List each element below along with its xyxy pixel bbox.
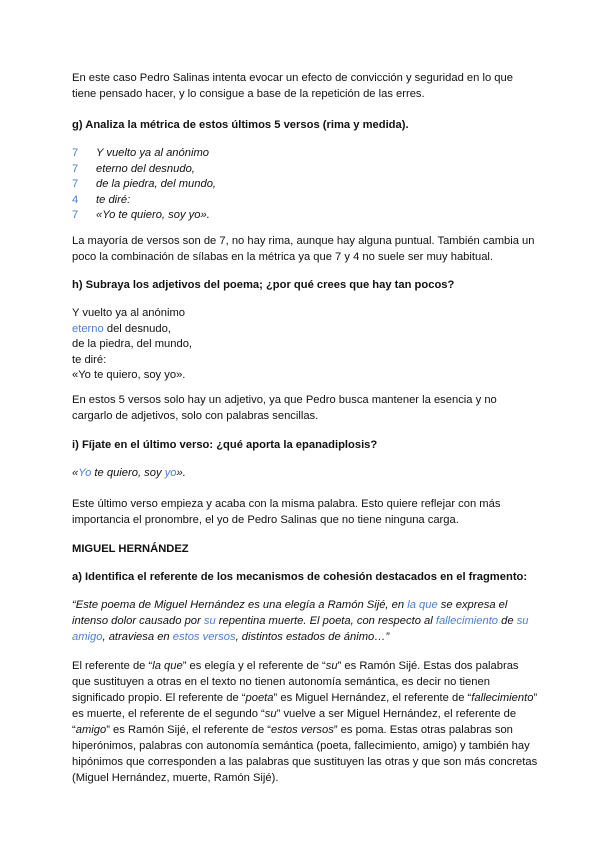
verse-text: Y vuelto ya al anónimo bbox=[96, 147, 209, 159]
verse-text: te diré: bbox=[96, 193, 131, 206]
verse-text: de la piedra, del mundo, bbox=[96, 178, 217, 190]
question-i: i) Fíjate en el último verso: ¿qué aporta la epanadiplosis? bbox=[72, 439, 378, 451]
answer-term: estos versos bbox=[271, 724, 334, 736]
verse-text: eterno del desnudo, bbox=[96, 162, 195, 175]
answer-term: fallecimiento bbox=[471, 692, 534, 704]
poem-line: «Yo te quiero, soy yo». bbox=[72, 369, 186, 381]
question-a: a) Identifica el referente de los mecanismos de cohesión destacados en el fragmento: bbox=[72, 571, 528, 583]
epanadiplosis-verse bbox=[72, 465, 538, 481]
verse-middle: te quiero, soy bbox=[91, 467, 165, 479]
syllable-count: 7 bbox=[72, 162, 79, 175]
highlighted-adjective: eterno bbox=[72, 322, 104, 335]
answer-text: ” vuelve a ser Miguel Hernández, el referente de “ bbox=[72, 708, 517, 736]
poem-line: Y vuelto ya al anónimo bbox=[72, 307, 185, 319]
answer-term: amigo bbox=[75, 724, 107, 736]
poem-line-rest: del desnudo, bbox=[103, 322, 171, 335]
quote-text: “Este poema de Miguel Hernández es una elegía a Ramón Sijé, en bbox=[72, 599, 408, 611]
poem-line bbox=[72, 321, 538, 337]
cohesion-highlight: su amigo bbox=[72, 615, 529, 643]
answer-term: su bbox=[264, 708, 277, 720]
answer-text: El referente de “ bbox=[72, 660, 153, 672]
answer-term: su bbox=[325, 660, 338, 672]
cohesion-quote bbox=[72, 597, 538, 645]
answer-term: poeta bbox=[245, 692, 274, 704]
highlight-yo-start: Yo bbox=[78, 467, 92, 479]
author-heading: MIGUEL HERNÁNDEZ bbox=[72, 543, 189, 555]
verse-row bbox=[72, 176, 538, 192]
cohesion-highlight: su bbox=[203, 615, 216, 627]
syllable-count: 7 bbox=[72, 178, 79, 190]
quote-text: repentina muerte. El poeta, con respecto al bbox=[215, 615, 436, 627]
question-g: g) Analiza la métrica de estos últimos 5 versos (rima y medida). bbox=[72, 119, 409, 131]
answer-text: ” es elegía y el referente de “ bbox=[182, 660, 326, 672]
syllable-count: 4 bbox=[72, 193, 79, 206]
syllable-count: 7 bbox=[72, 209, 79, 221]
verse-row bbox=[72, 207, 538, 223]
answer-term: la que bbox=[152, 660, 183, 672]
answer-text: ” es Ramón Sijé, el referente de “ bbox=[106, 724, 271, 736]
answer-text: ” es Ramón Sijé. Estas dos palabras que sustituyen a otras en el texto no tienen autonomía semántica, es decir no tienen significado propio. El referente de “ bbox=[72, 660, 519, 704]
answer-g: La mayoría de versos son de 7, no hay rima, aunque hay alguna puntual. También cambia un poco la combinación de sílabas en la métrica ya que 7 y 4 no suele ser muy habitual. bbox=[72, 235, 535, 263]
poem-h bbox=[72, 305, 538, 383]
quote-text: , distintos estados de ánimo…” bbox=[235, 631, 390, 643]
answer-text: ” es poma. Estas otras palabras son hiperónimos, palabras con autonomía semántica (poeta, fallecimiento, amigo) y también hay hipónimos que corresponden a las palabras que sustituyen las otras y que son más concretas (Miguel Hernández, muerte, Ramón Sijé). bbox=[72, 724, 538, 784]
verse-count-list bbox=[72, 145, 538, 223]
verse-row bbox=[72, 145, 538, 161]
quote-mark: ». bbox=[176, 467, 186, 479]
quote-text: , atraviesa en bbox=[102, 631, 173, 643]
cohesion-highlight: la que bbox=[407, 599, 438, 611]
poem-line: de la piedra, del mundo, bbox=[72, 338, 193, 350]
answer-h: En estos 5 versos solo hay un adjetivo, ya que Pedro busca mantener la esencia y no cargarlo de adjetivos, solo con palabras sencillas. bbox=[72, 394, 497, 422]
answer-text: ” es muerte, el referente de el segundo “ bbox=[72, 692, 538, 720]
quote-text: se expresa el intenso dolor causado por bbox=[72, 599, 508, 627]
answer-a bbox=[72, 658, 538, 786]
verse-row bbox=[72, 161, 538, 177]
poem-line: te diré: bbox=[72, 353, 107, 366]
quote-mark: « bbox=[72, 467, 79, 479]
cohesion-highlight: fallecimiento bbox=[435, 615, 499, 627]
quote-text: de bbox=[498, 615, 517, 627]
highlight-yo-end: yo bbox=[164, 467, 177, 479]
cohesion-highlight: estos versos bbox=[172, 631, 236, 643]
intro-paragraph: En este caso Pedro Salinas intenta evocar un efecto de convicción y seguridad en lo que tiene pensado hacer, y lo consigue a base de la repetición de las erres. bbox=[72, 72, 513, 100]
verse-text: «Yo te quiero, soy yo». bbox=[96, 209, 210, 221]
verse-row bbox=[72, 192, 538, 208]
syllable-count: 7 bbox=[72, 147, 79, 159]
answer-text: ” es Miguel Hernández, el referente de “ bbox=[273, 692, 472, 704]
answer-i: Este último verso empieza y acaba con la misma palabra. Esto quiere reflejar con más importancia el pronombre, el yo de Pedro Salinas que no tiene ninguna carga. bbox=[72, 498, 501, 526]
question-h: h) Subraya los adjetivos del poema; ¿por qué crees que hay tan pocos? bbox=[72, 279, 455, 291]
